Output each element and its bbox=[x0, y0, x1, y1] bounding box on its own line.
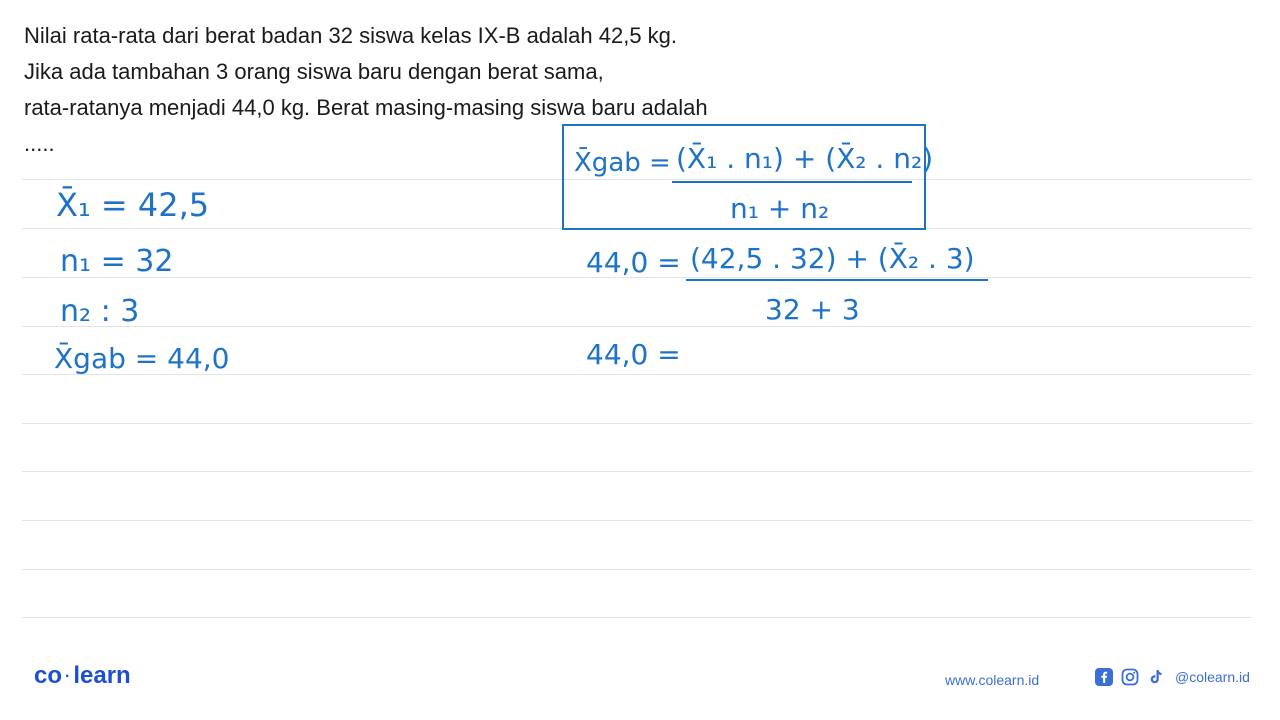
ruled-line bbox=[22, 617, 1252, 618]
substitution-numerator: (42,5 . 32) + (X̄₂ . 3) bbox=[690, 242, 975, 275]
question-line-3: rata-ratanya menjadi 44,0 kg. Berat masing-masing siswa baru adalah bbox=[24, 95, 708, 120]
given-xgab: X̄gab = 44,0 bbox=[54, 342, 230, 375]
ruled-line bbox=[22, 326, 1252, 327]
given-n2: n₂ : 3 bbox=[60, 294, 140, 329]
ruled-line bbox=[22, 423, 1252, 424]
social-handle[interactable]: @colearn.id bbox=[1175, 669, 1250, 685]
substitution-lhs: 44,0 = bbox=[586, 246, 681, 279]
logo-text-co: co bbox=[34, 662, 63, 689]
formula-lhs: X̄gab = bbox=[574, 148, 671, 178]
colearn-logo[interactable] bbox=[34, 662, 131, 690]
formula-numerator: (X̄₁ . n₁) + (X̄₂ . n₂) bbox=[676, 142, 934, 175]
formula-fraction-bar bbox=[672, 181, 912, 183]
ruled-line bbox=[22, 471, 1252, 472]
question-line-1: Nilai rata-rata dari berat badan 32 siswa kelas IX-B adalah 42,5 kg. bbox=[24, 23, 678, 48]
logo-text-learn: learn bbox=[73, 662, 131, 689]
ruled-line bbox=[22, 569, 1252, 570]
logo-dot-icon: · bbox=[65, 667, 71, 685]
instagram-icon[interactable] bbox=[1121, 668, 1139, 686]
formula-denominator: n₁ + n₂ bbox=[730, 192, 830, 225]
given-n1: n₁ = 32 bbox=[60, 244, 174, 279]
given-x1: X̄₁ = 42,5 bbox=[56, 186, 210, 224]
website-link[interactable]: www.colearn.id bbox=[945, 672, 1040, 688]
question-line-4: ..... bbox=[24, 131, 55, 156]
substitution-denominator: 32 + 3 bbox=[765, 293, 860, 326]
social-links bbox=[1095, 668, 1250, 686]
question-line-2: Jika ada tambahan 3 orang siswa baru dengan berat sama, bbox=[24, 59, 604, 84]
facebook-icon[interactable] bbox=[1095, 668, 1113, 686]
tiktok-icon[interactable] bbox=[1147, 668, 1165, 686]
ruled-line bbox=[22, 520, 1252, 521]
substitution-fraction-bar bbox=[686, 279, 988, 281]
step2-lhs: 44,0 = bbox=[586, 338, 681, 371]
